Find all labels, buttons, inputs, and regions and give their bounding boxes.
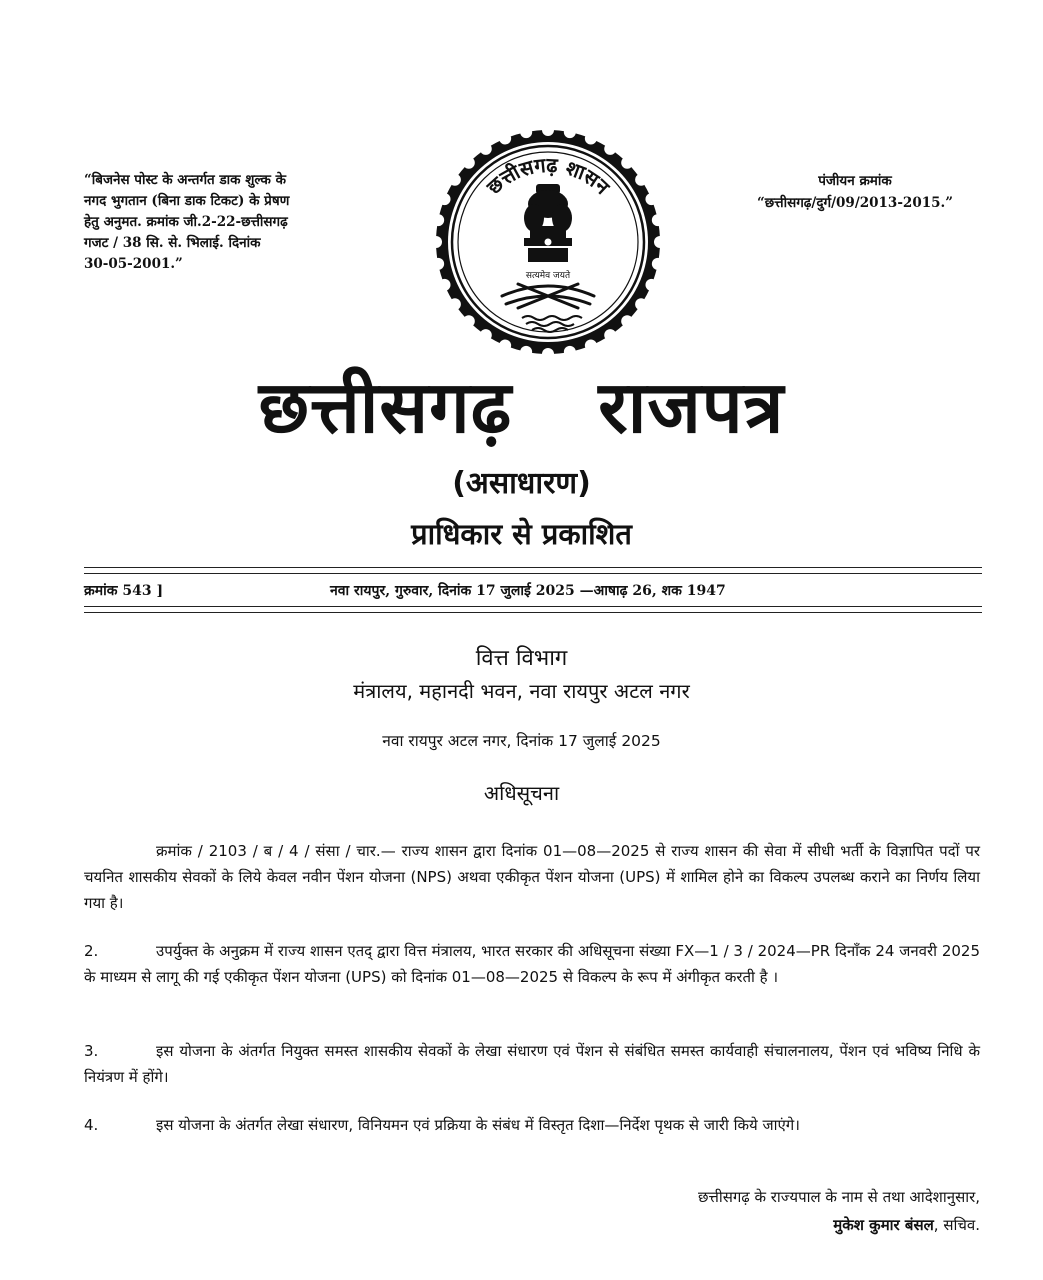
edition-label: (असाधारण) (452, 466, 591, 501)
seal-scallop (621, 157, 633, 169)
notice-paragraph-2 (84, 938, 980, 990)
seal-scallop (439, 193, 451, 205)
authority-line: प्राधिकार से प्रकाशित (411, 517, 632, 551)
paragraph-text: इस योजना के अंतर्गत लेखा संधारण, विनियमन एवं प्रक्रिया के संबंध में विस्तृत दिशा—निर्देश पृथक से जारी किये जाएंगे। (156, 1116, 800, 1134)
notice-place-date: नवा रायपुर अटल नगर, दिनांक 17 जुलाई 2025 (382, 732, 661, 750)
seal-scallop (564, 126, 576, 138)
header-rule-bottom-double (84, 612, 982, 613)
seal-scallop (439, 279, 451, 291)
registration-label: पंजीयन क्रमांक (818, 173, 892, 189)
seal-scallop (480, 329, 492, 341)
seal-scallop (463, 315, 475, 327)
seal-scallop (449, 174, 461, 186)
paragraph-text: उपर्युक्त के अनुक्रम में राज्य शासन एतद् द्वारा वित्त मंत्रालय, भारत सरकार की अधिसूचना संख्या FX—1 / 3 / 2024—PR दिनाँक 24 जनवरी 2025 के माध्यम से लागू की गई एकीकृत पेंशन योजना (UPS) को दिनांक 01—08—2025 से विकल्प के रूप में अंगीकृत करती है । (84, 942, 980, 986)
seal-emblem-icon (432, 126, 664, 358)
postal-note-line: “बिजनेस पोस्ट के अन्तर्गत डाक शुल्क के (84, 172, 286, 188)
seal-scallop (449, 298, 461, 310)
header-rule-bottom (84, 606, 982, 607)
paragraph-number: 3. (84, 1042, 99, 1060)
postal-note-line: 30-05-2001.” (84, 256, 183, 272)
issue-dateline: नवा रायपुर, गुरुवार, दिनांक 17 जुलाई 2025 —आषाढ़ 26, शक 1947 (330, 583, 726, 599)
issue-number: क्रमांक 543 ] (84, 583, 164, 599)
gazette-masthead (0, 362, 1043, 452)
paragraph-number: 2. (84, 942, 99, 960)
seal-scallop (480, 143, 492, 155)
postal-note-line: नगद भुगतान (बिना डाक टिकट) के प्रेषण (84, 193, 290, 209)
header-rule-top-double (84, 573, 982, 574)
seal-scallop (499, 133, 511, 145)
header-rule-top (84, 567, 982, 568)
department-name: वित्त विभाग (475, 646, 568, 671)
seal-scallop (432, 214, 444, 226)
seal-scallop (604, 329, 616, 341)
seal-scallop (635, 174, 647, 186)
notice-paragraph-4 (84, 1112, 980, 1138)
seal-scallop (585, 133, 597, 145)
postal-permission-note (84, 170, 346, 275)
seal-scallop (635, 298, 647, 310)
seal-scallop (564, 346, 576, 358)
seal-scallop (463, 157, 475, 169)
masthead-word-state: छत्तीसगढ़ (258, 364, 513, 449)
seal-scallop (621, 315, 633, 327)
seal-scallop (645, 279, 657, 291)
notice-paragraph-3 (84, 1038, 980, 1090)
seal-scallop (585, 339, 597, 351)
seal-scallop (652, 258, 664, 270)
signature-order-line: छत्तीसगढ़ के राज्यपाल के नाम से तथा आदेशानुसार, (697, 1188, 980, 1206)
postal-note-line: हेतु अनुमत. क्रमांक जी.2-22-छत्तीसगढ़ (84, 214, 288, 230)
paragraph-text: इस योजना के अंतर्गत नियुक्त समस्त शासकीय सेवकों के लेखा संधारण एवं पेंशन से संबंधित समस्त कार्यवाही संचालनालय, पेंशन एवं भविष्य निधि के नियंत्रण में होंगे। (84, 1042, 980, 1086)
seal-scallop (652, 214, 664, 226)
seal-scallop (645, 193, 657, 205)
paragraph-text: क्रमांक / 2103 / ब / 4 / संसा / चार.— राज्य शासन द्वारा दिनांक 01—08—2025 से राज्य शासन की सेवा में सीधी भर्ती के विज्ञापित पदों पर चयनित शासकीय सेवकों के लिये केवल नवीन पेंशन योजना (NPS) अथवा एकीकृत पेंशन योजना (UPS) में शामिल होने का विकल्प उपलब्ध कराने का निर्णय लिया गया है। (84, 842, 980, 912)
department-address: मंत्रालय, महानदी भवन, नवा रायपुर अटल नगर (353, 679, 690, 703)
notice-paragraph-1 (84, 838, 980, 916)
signatory-designation: , सचिव. (933, 1216, 980, 1234)
signatory-name: मुकेश कुमार बंसल (833, 1216, 934, 1234)
registration-number: “छत्तीसगढ़/दुर्ग/09/2013-2015.” (757, 195, 953, 211)
registration-block (720, 170, 990, 214)
signature-block (480, 1212, 980, 1238)
seal-ring-text: छत्तीसगढ़ शासन (481, 152, 615, 199)
seal-scallop (520, 126, 532, 138)
masthead-word-gazette: राजपत्र (598, 364, 785, 449)
seal-scallop (432, 258, 444, 270)
seal-scallop (604, 143, 616, 155)
seal-scallop (499, 339, 511, 351)
postal-note-line: गजट / 38 सि. से. भिलाई. दिनांक (84, 235, 261, 251)
paragraph-number: 4. (84, 1116, 99, 1134)
notification-title: अधिसूचना (483, 781, 560, 805)
seal-scallop (520, 346, 532, 358)
government-seal (432, 126, 664, 358)
seal-motto: सत्यमेव जयते (525, 271, 571, 281)
